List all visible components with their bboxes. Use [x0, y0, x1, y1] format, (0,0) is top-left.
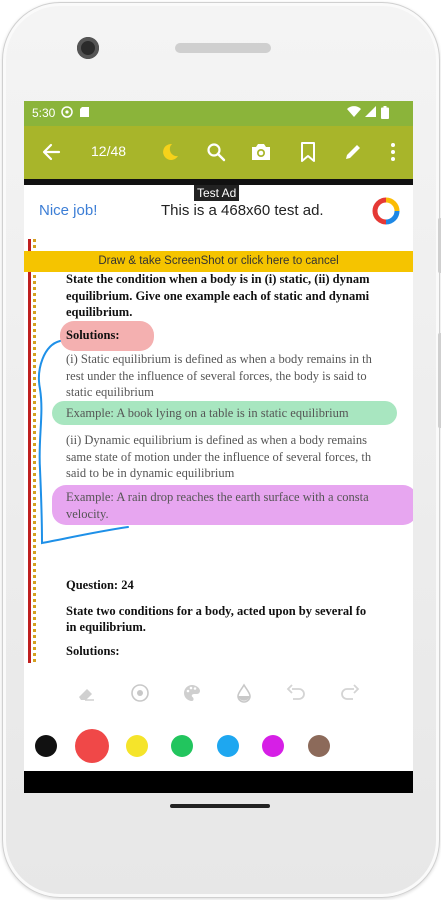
- camera-icon[interactable]: [248, 139, 274, 165]
- status-bar: [24, 101, 413, 126]
- para2-line-3: said to be in dynamic equilibrium: [66, 466, 235, 480]
- sd-card-icon: [79, 106, 90, 121]
- para1-line-3: static equilibrium: [66, 385, 154, 399]
- app-toolbar: [24, 126, 413, 179]
- bookmark-icon[interactable]: [295, 139, 321, 165]
- undo-icon[interactable]: [284, 681, 308, 705]
- example-1: Example: A book lying on a table is in static equilibrium: [66, 406, 349, 420]
- para1-line-1: (i) Static equilibrium is defined as when a body remains in th: [66, 352, 372, 366]
- question-24-heading: Question: 24: [66, 578, 134, 592]
- color-swatch-brown[interactable]: [308, 735, 330, 757]
- question-line-3: equilibrium.: [66, 305, 133, 319]
- night-mode-icon[interactable]: [157, 139, 183, 165]
- redo-icon[interactable]: [338, 681, 362, 705]
- color-swatch-yellow[interactable]: [126, 735, 148, 757]
- status-time: 5:30: [32, 106, 56, 120]
- question-line-1: State the condition when a body is in (i) static, (ii) dynam: [66, 272, 370, 286]
- question-24-line-1: State two conditions for a body, acted upon by several fo: [66, 604, 367, 618]
- question-24-line-2: in equilibrium.: [66, 620, 146, 634]
- pen-icon[interactable]: [340, 139, 366, 165]
- color-swatch-purple[interactable]: [262, 735, 284, 757]
- more-icon[interactable]: [380, 139, 406, 165]
- opacity-icon[interactable]: [232, 681, 256, 705]
- ad-nice-job[interactable]: Nice job!: [39, 202, 98, 219]
- ad-banner[interactable]: [24, 185, 413, 239]
- screenshot-banner[interactable]: Draw & take ScreenShot or click here to cancel: [24, 251, 413, 272]
- color-swatch-blue[interactable]: [217, 735, 239, 757]
- question-line-2: equilibrium. Give one example each of static and dynami: [66, 289, 370, 303]
- para1-line-2: rest under the influence of several forces, the body is said to: [66, 369, 367, 383]
- page-indicator[interactable]: 12/48: [91, 143, 127, 159]
- earpiece-speaker: [175, 43, 271, 53]
- para2-line-2: same state of motion under the influence of several forces, th: [66, 450, 372, 464]
- color-swatch-red-selected[interactable]: [75, 729, 109, 763]
- color-swatches-row: [24, 723, 413, 771]
- pointer-icon[interactable]: [128, 681, 152, 705]
- draw-tools-row: [24, 663, 413, 723]
- example-2-line-2: velocity.: [66, 507, 109, 521]
- home-indicator[interactable]: [170, 804, 270, 808]
- front-camera: [77, 37, 99, 59]
- color-swatch-green[interactable]: [171, 735, 193, 757]
- ad-text[interactable]: This is a 468x60 test ad.: [161, 202, 324, 219]
- ad-logo-icon: [372, 197, 400, 225]
- cellular-icon: [365, 106, 377, 121]
- battery-icon: [381, 106, 389, 122]
- color-swatch-black[interactable]: [35, 735, 57, 757]
- eraser-icon[interactable]: [74, 681, 98, 705]
- screen: [24, 101, 413, 793]
- solutions-heading-1: Solutions:: [66, 328, 120, 342]
- settings-circle-icon: [61, 106, 73, 121]
- system-nav-bar: [24, 771, 413, 793]
- back-arrow-icon[interactable]: [38, 139, 64, 165]
- search-icon[interactable]: [203, 139, 229, 165]
- solutions-heading-2: Solutions:: [66, 644, 120, 658]
- palette-icon[interactable]: [180, 681, 204, 705]
- example-2-line-1: Example: A rain drop reaches the earth surface with a consta: [66, 490, 369, 504]
- para2-line-1: (ii) Dynamic equilibrium is defined as when a body remains: [66, 433, 367, 447]
- wifi-icon: [347, 106, 361, 121]
- document-page[interactable]: [24, 239, 413, 663]
- ad-tag: Test Ad: [194, 185, 239, 201]
